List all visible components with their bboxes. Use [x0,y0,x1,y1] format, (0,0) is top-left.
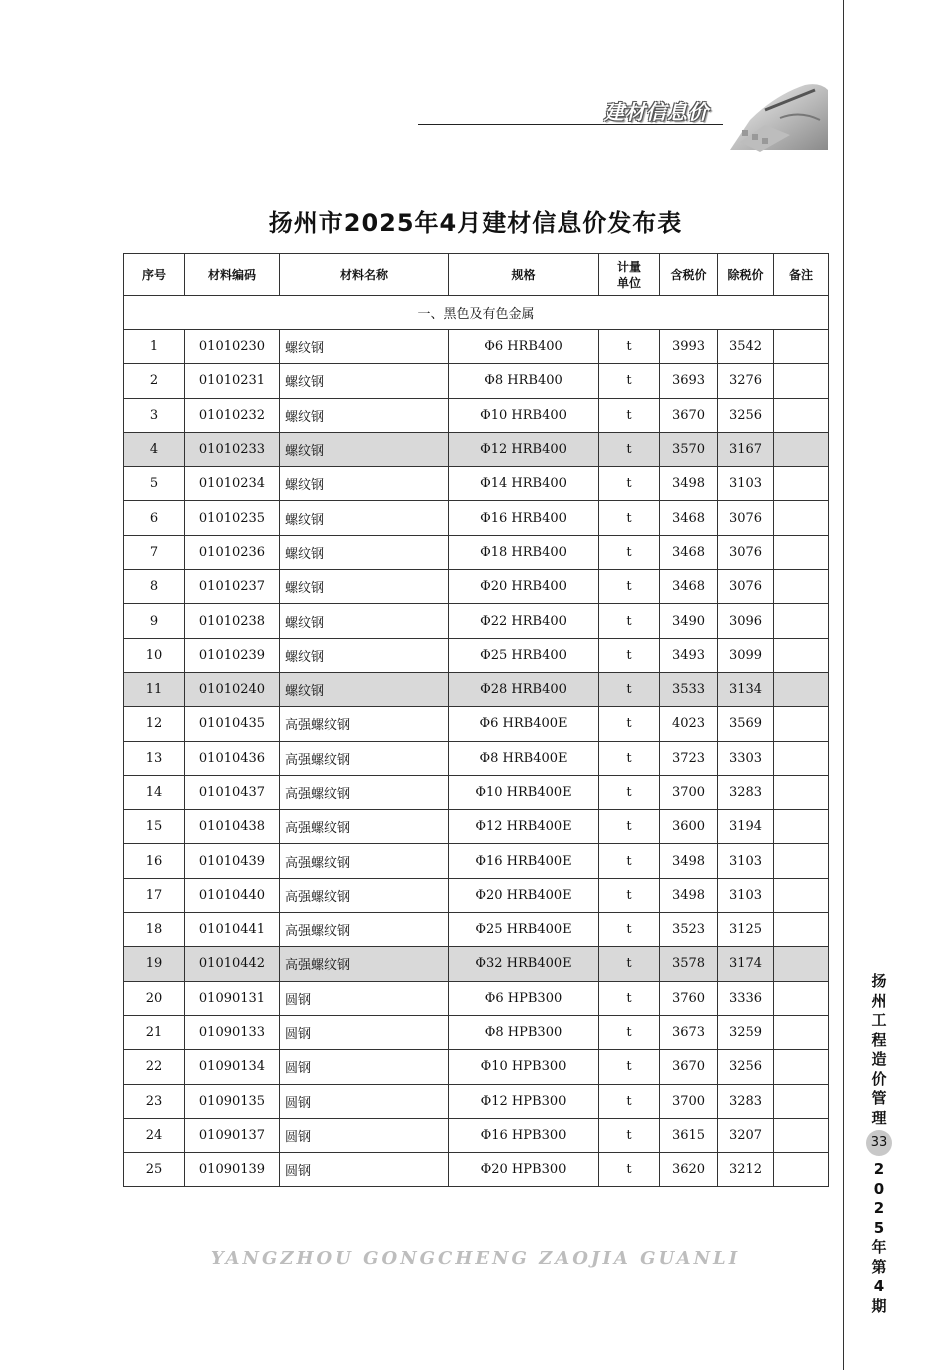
table-row [124,467,829,501]
table-row [124,844,829,878]
row-name: 圆钢 [280,1153,449,1187]
row-notax-price: 3256 [718,1050,774,1084]
row-notax-price: 3103 [718,467,774,501]
row-note [774,878,829,912]
row-spec: Φ25 HRB400 [449,638,599,672]
row-note [774,1015,829,1049]
row-unit: t [599,432,660,466]
row-unit: t [599,707,660,741]
page-edge-rule [843,0,844,1370]
row-notax-price: 3076 [718,570,774,604]
row-notax-price: 3542 [718,330,774,364]
row-spec: Φ18 HRB400 [449,535,599,569]
row-name: 高强螺纹钢 [280,913,449,947]
row-notax-price: 3103 [718,878,774,912]
row-tax-price: 3468 [660,535,718,569]
row-spec: Φ20 HRB400E [449,878,599,912]
row-tax-price: 3673 [660,1015,718,1049]
table-row [124,501,829,535]
row-tax-price: 3620 [660,1153,718,1187]
row-unit: t [599,1084,660,1118]
row-unit: t [599,913,660,947]
row-name: 圆钢 [280,1050,449,1084]
row-name: 圆钢 [280,1084,449,1118]
row-note [774,467,829,501]
row-notax-price: 3134 [718,672,774,706]
row-tax-price: 3498 [660,878,718,912]
row-no: 10 [124,638,185,672]
row-spec: Φ16 HRB400E [449,844,599,878]
row-unit: t [599,330,660,364]
row-name: 高强螺纹钢 [280,878,449,912]
side-issue-text: 2025年第4期 [871,1160,887,1315]
row-spec: Φ28 HRB400 [449,672,599,706]
row-name: 圆钢 [280,981,449,1015]
row-code: 01010440 [185,878,280,912]
row-no: 8 [124,570,185,604]
row-note [774,1118,829,1152]
row-unit: t [599,364,660,398]
row-no: 24 [124,1118,185,1152]
col-header-spec: 规格 [449,254,599,296]
row-tax-price: 3693 [660,364,718,398]
row-note [774,947,829,981]
table-row [124,604,829,638]
row-tax-price: 3570 [660,432,718,466]
row-notax-price: 3336 [718,981,774,1015]
page-number: 33 [866,1130,892,1156]
row-name: 螺纹钢 [280,672,449,706]
row-note [774,707,829,741]
row-code: 01010240 [185,672,280,706]
row-note [774,638,829,672]
row-name: 螺纹钢 [280,398,449,432]
row-notax-price: 3283 [718,1084,774,1118]
side-journal-title [864,972,894,1128]
row-no: 5 [124,467,185,501]
row-tax-price: 3493 [660,638,718,672]
row-code: 01010435 [185,707,280,741]
row-unit: t [599,638,660,672]
row-code: 01010233 [185,432,280,466]
row-spec: Φ32 HRB400E [449,947,599,981]
row-no: 11 [124,672,185,706]
row-note [774,604,829,638]
row-name: 螺纹钢 [280,364,449,398]
row-note [774,913,829,947]
row-code: 01090137 [185,1118,280,1152]
row-notax-price: 3174 [718,947,774,981]
table-row [124,432,829,466]
row-unit: t [599,947,660,981]
col-header-notax-price: 除税价 [718,254,774,296]
row-code: 01010237 [185,570,280,604]
row-name: 高强螺纹钢 [280,741,449,775]
row-tax-price: 3600 [660,810,718,844]
col-header-unit-text: 计量单位 [616,259,641,290]
row-no: 25 [124,1153,185,1187]
col-header-name: 材料名称 [280,254,449,296]
table-row [124,1153,829,1187]
table-row [124,1084,829,1118]
row-spec: Φ22 HRB400 [449,604,599,638]
row-spec: Φ12 HRB400 [449,432,599,466]
row-no: 9 [124,604,185,638]
row-unit: t [599,810,660,844]
row-name: 螺纹钢 [280,432,449,466]
col-header-code: 材料编码 [185,254,280,296]
row-unit: t [599,570,660,604]
row-spec: Φ12 HPB300 [449,1084,599,1118]
row-notax-price: 3167 [718,432,774,466]
row-unit: t [599,672,660,706]
row-tax-price: 3723 [660,741,718,775]
row-no: 20 [124,981,185,1015]
row-no: 6 [124,501,185,535]
table-row [124,1050,829,1084]
row-tax-price: 3490 [660,604,718,638]
row-code: 01010239 [185,638,280,672]
row-tax-price: 4023 [660,707,718,741]
row-name: 螺纹钢 [280,330,449,364]
table-row [124,1118,829,1152]
row-tax-price: 3498 [660,844,718,878]
row-note [774,844,829,878]
row-code: 01010438 [185,810,280,844]
row-notax-price: 3099 [718,638,774,672]
row-tax-price: 3533 [660,672,718,706]
row-notax-price: 3125 [718,913,774,947]
row-tax-price: 3760 [660,981,718,1015]
row-name: 高强螺纹钢 [280,844,449,878]
row-note [774,672,829,706]
table-header-row [124,254,829,296]
row-tax-price: 3578 [660,947,718,981]
row-spec: Φ10 HRB400 [449,398,599,432]
row-notax-price: 3259 [718,1015,774,1049]
table-row [124,707,829,741]
row-no: 16 [124,844,185,878]
col-header-note: 备注 [774,254,829,296]
row-unit: t [599,1118,660,1152]
row-spec: Φ14 HRB400 [449,467,599,501]
table-row [124,775,829,809]
row-no: 1 [124,330,185,364]
row-code: 01090131 [185,981,280,1015]
header-illustration [720,80,830,155]
row-notax-price: 3076 [718,535,774,569]
row-code: 01090134 [185,1050,280,1084]
row-code: 01010442 [185,947,280,981]
row-unit: t [599,844,660,878]
row-spec: Φ16 HRB400 [449,501,599,535]
row-no: 22 [124,1050,185,1084]
row-no: 21 [124,1015,185,1049]
row-name: 螺纹钢 [280,604,449,638]
row-tax-price: 3468 [660,501,718,535]
row-spec: Φ8 HRB400 [449,364,599,398]
row-unit: t [599,398,660,432]
row-no: 3 [124,398,185,432]
row-name: 螺纹钢 [280,535,449,569]
row-name: 螺纹钢 [280,467,449,501]
row-name: 螺纹钢 [280,638,449,672]
row-unit: t [599,1153,660,1187]
row-unit: t [599,1015,660,1049]
row-spec: Φ8 HRB400E [449,741,599,775]
row-name: 高强螺纹钢 [280,707,449,741]
row-code: 01010235 [185,501,280,535]
row-notax-price: 3303 [718,741,774,775]
row-note [774,535,829,569]
row-note [774,741,829,775]
row-tax-price: 3670 [660,1050,718,1084]
row-spec: Φ12 HRB400E [449,810,599,844]
row-unit: t [599,535,660,569]
row-tax-price: 3670 [660,398,718,432]
row-spec: Φ8 HPB300 [449,1015,599,1049]
row-spec: Φ20 HRB400 [449,570,599,604]
row-unit: t [599,775,660,809]
row-notax-price: 3276 [718,364,774,398]
table-row [124,947,829,981]
row-no: 2 [124,364,185,398]
row-no: 14 [124,775,185,809]
row-spec: Φ6 HRB400 [449,330,599,364]
table-row [124,364,829,398]
col-header-no: 序号 [124,254,185,296]
row-unit: t [599,467,660,501]
row-note [774,364,829,398]
row-name: 圆钢 [280,1118,449,1152]
row-note [774,775,829,809]
row-tax-price: 3498 [660,467,718,501]
row-notax-price: 3194 [718,810,774,844]
row-no: 17 [124,878,185,912]
row-code: 01010439 [185,844,280,878]
row-spec: Φ10 HPB300 [449,1050,599,1084]
col-header-tax-price: 含税价 [660,254,718,296]
row-unit: t [599,878,660,912]
row-code: 01010230 [185,330,280,364]
row-no: 15 [124,810,185,844]
row-code: 01010231 [185,364,280,398]
row-no: 4 [124,432,185,466]
table-row [124,638,829,672]
row-code: 01090135 [185,1084,280,1118]
table-row [124,913,829,947]
row-code: 01010436 [185,741,280,775]
table-row [124,398,829,432]
row-code: 01090139 [185,1153,280,1187]
section-row [124,296,829,330]
table-row [124,330,829,364]
section-title: 一、黑色及有色金属 [124,296,829,330]
row-unit: t [599,741,660,775]
row-note [774,570,829,604]
row-no: 13 [124,741,185,775]
row-spec: Φ6 HPB300 [449,981,599,1015]
row-name: 高强螺纹钢 [280,810,449,844]
row-unit: t [599,501,660,535]
section-label: 建材信息价 [604,100,709,124]
table-row [124,672,829,706]
row-unit: t [599,981,660,1015]
table-row [124,741,829,775]
row-spec: Φ10 HRB400E [449,775,599,809]
footer-english-title: YANGZHOU GONGCHENG ZAOJIA GUANLI [210,1248,741,1269]
row-spec: Φ16 HPB300 [449,1118,599,1152]
row-note [774,398,829,432]
row-note [774,1153,829,1187]
row-notax-price: 3103 [718,844,774,878]
row-note [774,1084,829,1118]
row-name: 螺纹钢 [280,570,449,604]
row-spec: Φ6 HRB400E [449,707,599,741]
row-note [774,1050,829,1084]
row-tax-price: 3523 [660,913,718,947]
row-no: 12 [124,707,185,741]
row-tax-price: 3700 [660,775,718,809]
row-tax-price: 3468 [660,570,718,604]
row-tax-price: 3993 [660,330,718,364]
table-row [124,981,829,1015]
row-note [774,501,829,535]
price-table [123,253,829,1187]
table-row [124,535,829,569]
row-notax-price: 3207 [718,1118,774,1152]
row-tax-price: 3615 [660,1118,718,1152]
row-tax-price: 3700 [660,1084,718,1118]
side-journal-text: 扬州工程造价管理 [871,972,887,1127]
row-code: 01090133 [185,1015,280,1049]
row-unit: t [599,604,660,638]
row-code: 01010232 [185,398,280,432]
row-notax-price: 3283 [718,775,774,809]
row-note [774,981,829,1015]
table-row [124,570,829,604]
row-name: 高强螺纹钢 [280,947,449,981]
row-code: 01010437 [185,775,280,809]
row-notax-price: 3569 [718,707,774,741]
row-notax-price: 3256 [718,398,774,432]
row-no: 19 [124,947,185,981]
row-unit: t [599,1050,660,1084]
table-row [124,878,829,912]
row-code: 01010238 [185,604,280,638]
row-code: 01010441 [185,913,280,947]
row-notax-price: 3076 [718,501,774,535]
row-spec: Φ20 HPB300 [449,1153,599,1187]
row-spec: Φ25 HRB400E [449,913,599,947]
row-code: 01010236 [185,535,280,569]
row-note [774,810,829,844]
row-notax-price: 3212 [718,1153,774,1187]
page-title: 扬州市2025年4月建材信息价发布表 [268,209,683,237]
col-header-unit [599,254,660,296]
row-code: 01010234 [185,467,280,501]
table-row [124,810,829,844]
row-note [774,330,829,364]
side-issue [864,1160,894,1316]
row-name: 高强螺纹钢 [280,775,449,809]
row-no: 7 [124,535,185,569]
row-no: 23 [124,1084,185,1118]
row-notax-price: 3096 [718,604,774,638]
row-name: 圆钢 [280,1015,449,1049]
table-row [124,1015,829,1049]
row-name: 螺纹钢 [280,501,449,535]
row-no: 18 [124,913,185,947]
row-note [774,432,829,466]
